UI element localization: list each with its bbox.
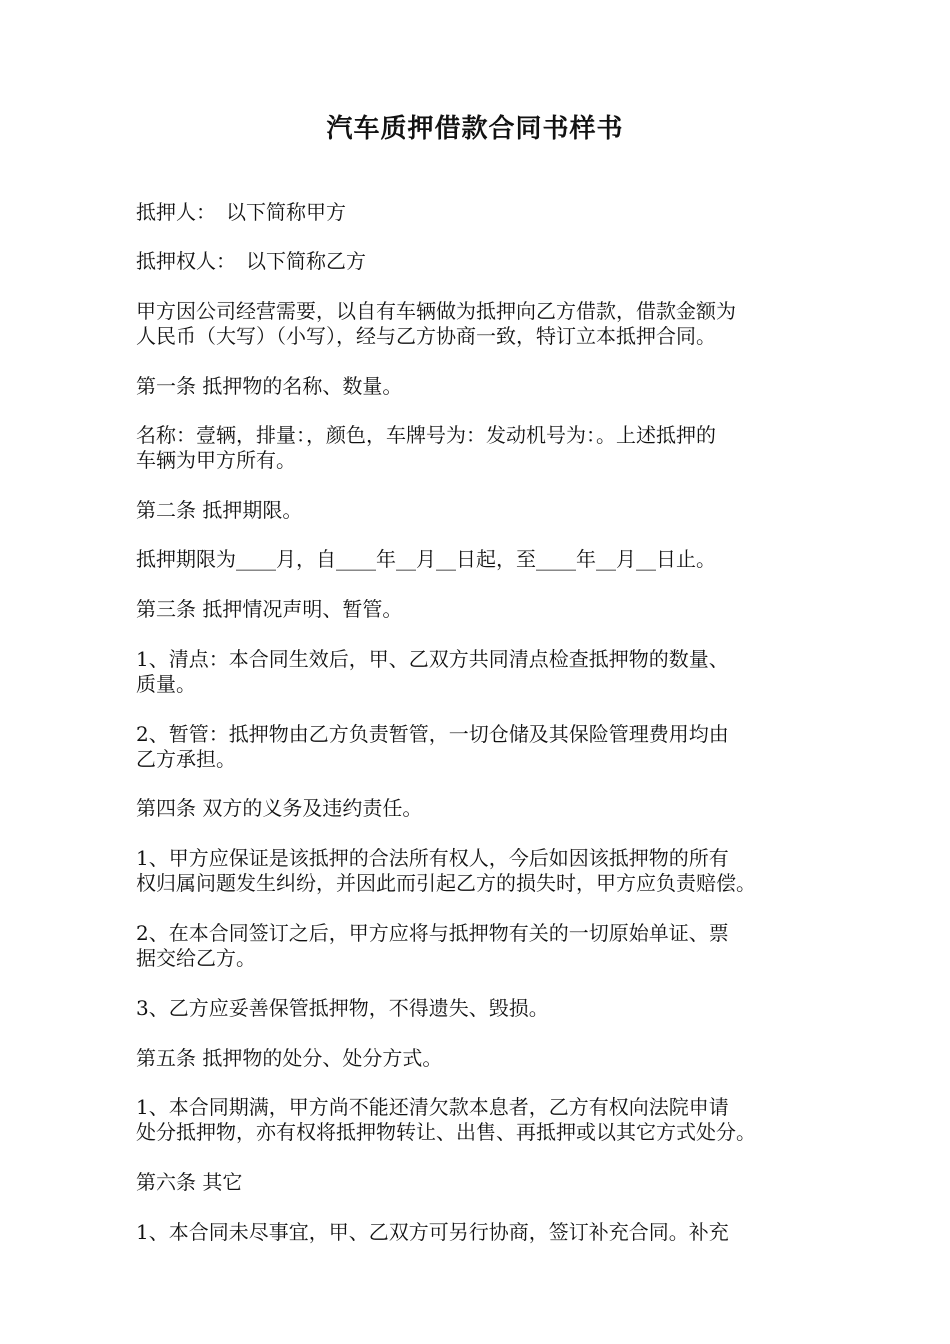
paragraph-line: 2、暂管：抵押物由乙方负责暂管，一切仓储及其保险管理费用均由 <box>136 722 729 746</box>
paragraph-line: 第六条 其它 <box>136 1170 243 1194</box>
clause-3-2 <box>136 722 818 772</box>
paragraph-line: 1、本合同期满，甲方尚不能还清欠款本息者，乙方有权向法院申请 <box>136 1095 729 1119</box>
article-4-heading <box>136 796 818 821</box>
article-2-heading <box>136 498 818 523</box>
paragraph-line: 抵押人： 以下简称甲方 <box>136 200 346 224</box>
paragraph-line: 车辆为甲方所有。 <box>136 448 296 472</box>
clause-4-3 <box>136 996 818 1021</box>
paragraph-line: 第三条 抵押情况声明、暂管。 <box>136 597 403 621</box>
clause-6-1 <box>136 1220 818 1245</box>
clause-5-1 <box>136 1095 818 1145</box>
paragraph-line: 2、在本合同签订之后，甲方应将与抵押物有关的一切原始单证、票 <box>136 921 729 945</box>
article-5-heading <box>136 1046 818 1071</box>
paragraph-line: 3、乙方应妥善保管抵押物，不得遗失、毁损。 <box>136 996 549 1020</box>
clause-4-2 <box>136 921 818 971</box>
paragraph-line: 1、甲方应保证是该抵押的合法所有权人，今后如因该抵押物的所有 <box>136 846 729 870</box>
paragraph-line: 人民币（大写）（小写），经与乙方协商一致，特订立本抵押合同。 <box>136 324 716 348</box>
paragraph-line: 乙方承担。 <box>136 747 236 771</box>
paragraph-mortgagee <box>136 249 818 274</box>
paragraph-line: 质量。 <box>136 672 196 696</box>
paragraph-line: 名称：壹辆，排量：，颜色，车牌号为：发动机号为：。上述抵押的 <box>136 423 716 447</box>
paragraph-line: 第五条 抵押物的处分、处分方式。 <box>136 1046 443 1070</box>
paragraph-line: 第四条 双方的义务及违约责任。 <box>136 796 423 820</box>
paragraph-term <box>136 547 818 572</box>
document-title: 汽车质押借款合同书样书 <box>326 114 624 144</box>
paragraph-line: 1、本合同未尽事宜，甲、乙双方可另行协商，签订补充合同。补充 <box>136 1220 729 1244</box>
article-3-heading <box>136 597 818 622</box>
paragraph-line: 权归属问题发生纠纷，并因此而引起乙方的损失时，甲方应负责赔偿。 <box>136 871 756 895</box>
paragraph-collateral-name <box>136 423 818 473</box>
paragraph-line: 抵押期限为____月，自____年__月__日起，至____年__月__日止。 <box>136 547 716 571</box>
paragraph-line: 甲方因公司经营需要，以自有车辆做为抵押向乙方借款，借款金额为 <box>136 299 736 323</box>
clause-4-1 <box>136 846 818 896</box>
paragraph-mortgagor <box>136 200 818 225</box>
paragraph-preamble <box>136 299 818 349</box>
clause-3-1 <box>136 647 818 697</box>
paragraph-line: 处分抵押物，亦有权将抵押物转让、出售、再抵押或以其它方式处分。 <box>136 1120 756 1144</box>
paragraph-line: 抵押权人： 以下简称乙方 <box>136 249 366 273</box>
article-1-heading <box>136 374 818 399</box>
paragraph-line: 1、清点：本合同生效后，甲、乙双方共同清点检查抵押物的数量、 <box>136 647 729 671</box>
paragraph-line: 第二条 抵押期限。 <box>136 498 303 522</box>
paragraph-line: 据交给乙方。 <box>136 946 256 970</box>
paragraph-line: 第一条 抵押物的名称、数量。 <box>136 374 403 398</box>
article-6-heading <box>136 1170 818 1195</box>
